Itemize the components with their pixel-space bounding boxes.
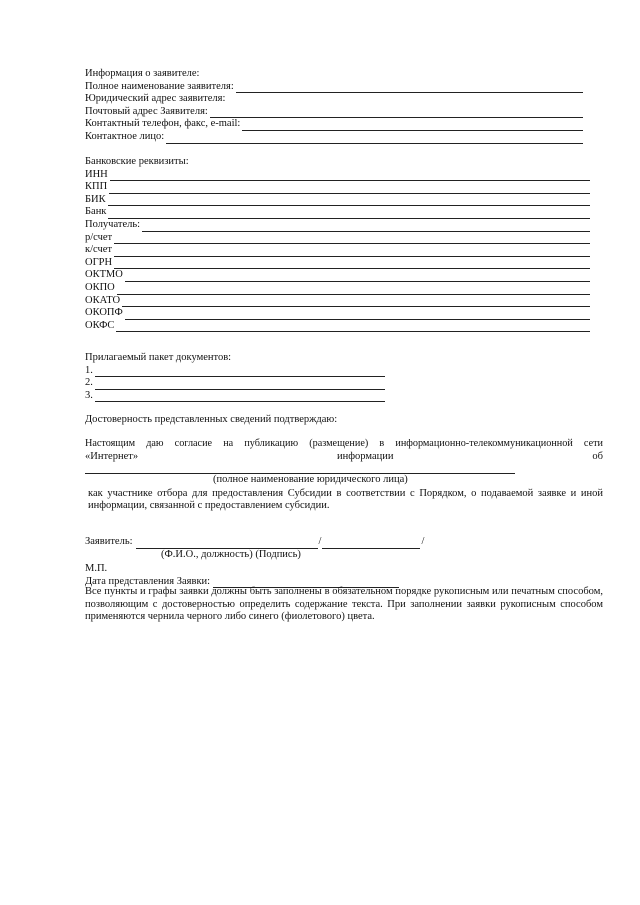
document-2-line[interactable]: [95, 380, 385, 390]
contact-person-field[interactable]: Контактное лицо:: [85, 131, 583, 144]
bank-name-field[interactable]: Банк: [85, 206, 590, 219]
oktmo-line[interactable]: [125, 272, 590, 282]
submission-date-field[interactable]: Дата представления Заявки:: [85, 576, 445, 589]
document-item-1[interactable]: 1.: [85, 365, 385, 378]
bik-field[interactable]: БИК: [85, 194, 590, 207]
confirmation-text: Достоверность представленных сведений подтверждаю:: [85, 414, 338, 425]
legal-entity-name-line[interactable]: [85, 464, 515, 474]
applicant-name-line[interactable]: [136, 539, 318, 549]
signature-section: [85, 536, 445, 588]
applicant-signature-row[interactable]: Заявитель: / /: [85, 536, 425, 547]
document-3-line[interactable]: [95, 392, 385, 402]
applicant-heading: Информация о заявителе:: [85, 68, 200, 79]
signature-caption: (Ф.И.О., должность) (Подпись): [161, 548, 301, 560]
consent-section: [85, 438, 603, 513]
document-item-2[interactable]: 2.: [85, 377, 385, 390]
applicant-signature-line[interactable]: [322, 539, 420, 549]
document-item-3[interactable]: 3.: [85, 390, 385, 403]
oktmo-field[interactable]: ОКТМО: [85, 269, 590, 282]
kpp-line[interactable]: [109, 184, 590, 194]
documents-heading: Прилагаемый пакет документов:: [85, 352, 232, 363]
kpp-field[interactable]: КПП: [85, 181, 590, 194]
settlement-account-line[interactable]: [114, 234, 590, 244]
recipient-field[interactable]: Получатель:: [85, 219, 590, 232]
settlement-account-field[interactable]: р/счет: [85, 232, 590, 245]
ogrn-field[interactable]: ОГРН: [85, 257, 590, 270]
bank-details-section: [85, 156, 590, 332]
full-name-line[interactable]: [236, 83, 583, 93]
correspondent-account-line[interactable]: [114, 247, 590, 257]
consent-text: как участнике отбора для предоставления Субсидии в соответствии с Порядком, о подаваемой заявке и иной информации, связанной с предоставлением субсидии.: [88, 487, 603, 512]
inn-line[interactable]: [110, 171, 590, 181]
okopf-line[interactable]: [125, 310, 590, 320]
legal-entity-name-field[interactable]: [85, 463, 603, 474]
okopf-field[interactable]: ОКОПФ: [85, 307, 590, 320]
bank-heading: Банковские реквизиты:: [85, 156, 189, 167]
okfs-field[interactable]: ОКФС: [85, 320, 590, 333]
contact-phone-line[interactable]: [242, 121, 583, 131]
ogrn-line[interactable]: [114, 259, 590, 269]
consent-line-1: Настоящим даю согласие на публикацию (размещение) в информационно-телекоммуникационной сети: [85, 438, 603, 449]
okpo-field[interactable]: ОКПО: [85, 282, 590, 295]
full-name-field[interactable]: Полное наименование заявителя:: [85, 81, 583, 94]
contact-person-line[interactable]: [166, 134, 583, 144]
document-1-line[interactable]: [95, 367, 385, 377]
bank-name-line[interactable]: [108, 209, 590, 219]
okato-line[interactable]: [122, 297, 590, 307]
confirmation-section: [85, 414, 605, 427]
consent-line-2: «Интернет» информации об: [85, 450, 603, 462]
contact-phone-field[interactable]: Контактный телефон, факс, e-mail:: [85, 118, 583, 131]
bik-line[interactable]: [108, 196, 590, 206]
legal-entity-caption: (полное наименование юридического лица): [213, 474, 408, 486]
okpo-line[interactable]: [117, 285, 590, 295]
documents-section: [85, 352, 385, 402]
recipient-line[interactable]: [142, 222, 590, 232]
stamp-label: М.П.: [85, 563, 108, 575]
legal-address-field[interactable]: Юридический адрес заявителя:: [85, 93, 226, 105]
applicant-info-section: [85, 68, 583, 144]
correspondent-account-field[interactable]: к/счет: [85, 244, 590, 257]
okfs-line[interactable]: [116, 322, 590, 332]
okato-field[interactable]: ОКАТО: [85, 295, 590, 308]
postal-address-field[interactable]: Почтовый адрес Заявителя:: [85, 106, 583, 119]
filling-note: Все пункты и графы заявки должны быть заполнены в обязательном порядке рукописным или печатным способом, позволяющим с достоверностью определить содержание текста. При заполнении заявки рукописным способом применяются чернила черного либо синего (фиолетового) цвета.: [85, 586, 603, 623]
inn-field[interactable]: ИНН: [85, 169, 590, 182]
postal-address-line[interactable]: [210, 108, 583, 118]
